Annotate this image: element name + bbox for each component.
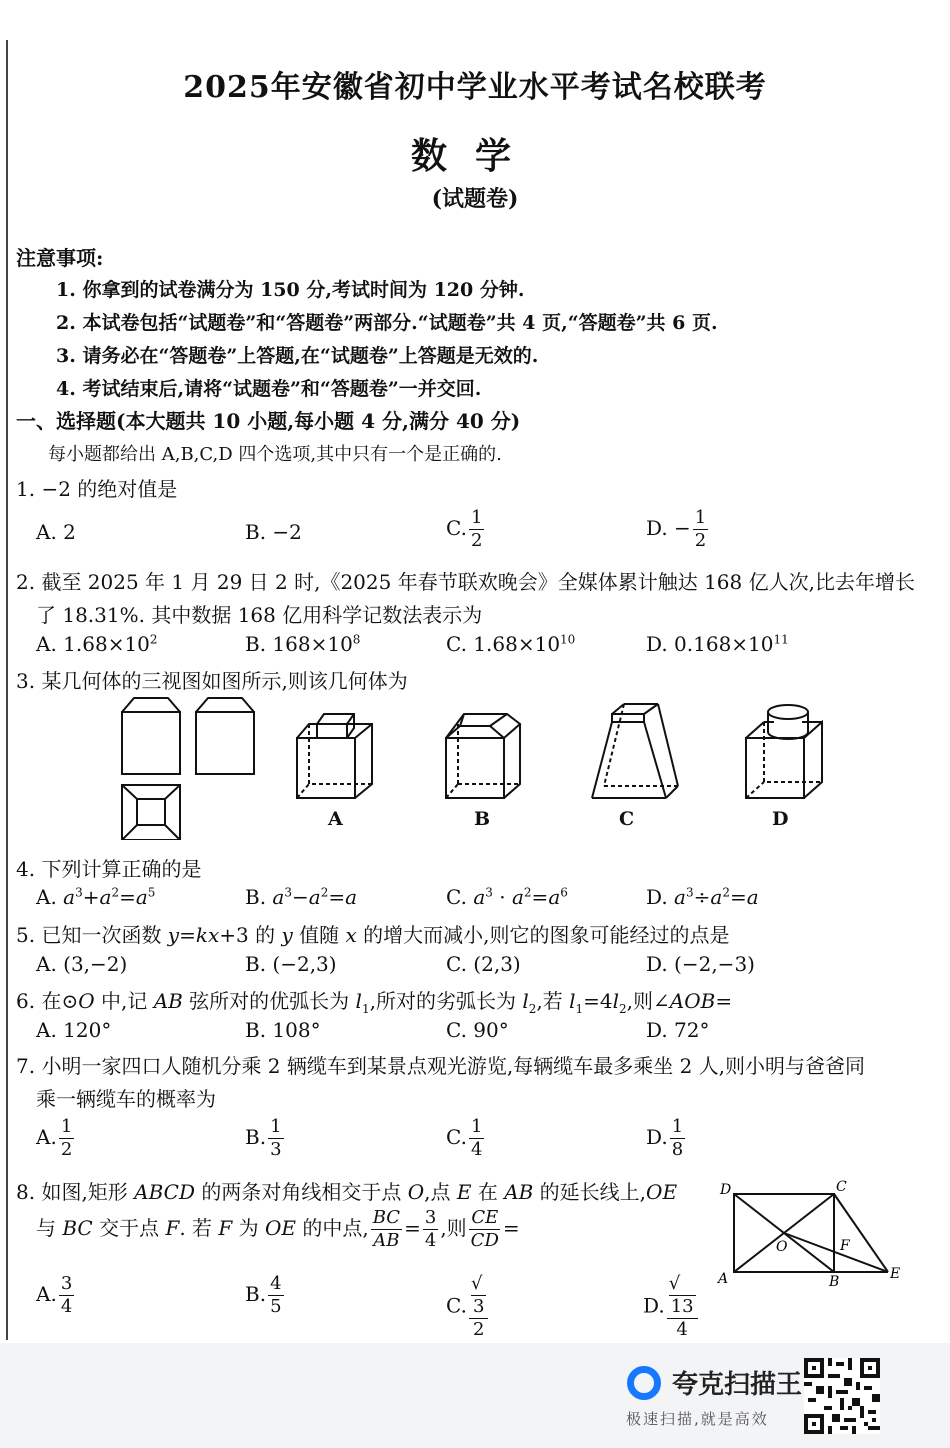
option-label: D. (643, 1293, 665, 1318)
variable: a (308, 885, 321, 909)
note-item: 3. 请务必在“答题卷”上答题,在“试题卷”上答题是无效的. (56, 345, 539, 367)
fraction (268, 1116, 283, 1161)
exponent: 2 (523, 885, 532, 900)
operator: + (82, 885, 100, 909)
exponent: 11 (773, 632, 789, 647)
option-label: D. − (646, 516, 691, 540)
q2-option-d (646, 632, 789, 656)
label-e: E (890, 1266, 901, 1282)
variable: F (165, 1216, 180, 1240)
solid-label-d: D (772, 808, 789, 830)
radicand: 3 (472, 1296, 485, 1317)
q2-stem-line2: 了 18.31%. 其中数据 168 亿用科学记数法表示为 (36, 603, 483, 627)
q7-option-a (36, 1116, 76, 1161)
variable: O (407, 1180, 425, 1204)
denominator: 4 (60, 1296, 73, 1317)
text: ,所对的劣弧长为 (369, 989, 523, 1013)
numerator: √ 13 (667, 1273, 698, 1319)
variable: AB (504, 1180, 534, 1204)
fraction (469, 1273, 488, 1341)
text: 弦所对的优弧长为 (182, 989, 356, 1013)
solid-label-b: B (474, 808, 491, 830)
option-label: B. (245, 885, 273, 909)
operator: = (531, 885, 549, 909)
numerator: 1 (270, 1116, 282, 1137)
q6-option-d: D. 72° (646, 1018, 710, 1042)
q3-figure (110, 690, 830, 840)
q4-option-d (646, 885, 759, 909)
exponent: 3 (75, 885, 83, 900)
text: 的两条对角线相交于点 (195, 1180, 408, 1204)
exponent: 3 (485, 885, 493, 900)
solid-label-a: A (328, 808, 343, 830)
numerator: 1 (60, 1116, 73, 1137)
operator: = (328, 885, 346, 909)
fraction (268, 1273, 283, 1318)
subscript: 1 (575, 1002, 584, 1016)
q6-option-c: C. 90° (446, 1018, 509, 1042)
left-border-line (6, 40, 8, 1340)
text: 为 (232, 1216, 266, 1240)
variable: a (63, 885, 76, 909)
q1-option-a: A. 2 (36, 520, 76, 544)
option-label: B. (245, 1282, 267, 1306)
variable: E (456, 1180, 472, 1204)
label-d: D (720, 1182, 732, 1198)
solid-b (446, 714, 520, 798)
q2-stem-line1: 2. 截至 2025 年 1 月 29 日 2 时,《2025 年春节联欢晚会》全媒体累计触达 168 亿人次,比去年增长 (16, 570, 915, 594)
q5-option-b: B. (−2,3) (245, 952, 337, 976)
variable: l (522, 989, 529, 1013)
numerator: 3 (424, 1207, 437, 1228)
qr-code-icon[interactable] (804, 1358, 880, 1434)
q4-option-b (245, 885, 357, 909)
exponent: 10 (560, 632, 576, 647)
denominator: 2 (60, 1139, 73, 1160)
numerator: 1 (694, 507, 707, 528)
variable: a (746, 885, 759, 909)
text: = (502, 1216, 520, 1240)
text: 中,记 (94, 989, 154, 1013)
q7-option-c (446, 1116, 486, 1161)
q6-stem (16, 985, 732, 1014)
q6-option-b: B. 108° (245, 1018, 321, 1042)
scanner-brand: 夸克扫描王 (672, 1370, 803, 1400)
operator: ÷ (693, 885, 711, 909)
operator: · (492, 885, 512, 909)
q2-option-b (245, 632, 360, 656)
solid-a (297, 714, 372, 798)
top-view-inner (137, 799, 165, 825)
option-label: A. (36, 1282, 57, 1306)
q5-stem (16, 919, 730, 948)
text: 在 (471, 1180, 505, 1204)
q4-option-c (446, 885, 568, 909)
option-label: C. (446, 1125, 467, 1149)
variable: kx (195, 923, 220, 947)
numerator: 1 (470, 1116, 483, 1137)
text: = (715, 989, 733, 1013)
text: 的增大而减小,则它的图象可能经过的点是 (356, 923, 730, 947)
section-title: 一、选择题(本大题共 10 小题,每小题 4 分,满分 40 分) (16, 409, 521, 433)
text: =4 (583, 989, 613, 1013)
label-b: B (829, 1274, 840, 1290)
option-text: B. 168×10 (245, 632, 353, 656)
notes-heading: 注意事项: (16, 246, 104, 270)
fraction (670, 1116, 685, 1161)
label-f: F (840, 1238, 850, 1254)
numerator: BC (372, 1207, 401, 1228)
front-view (122, 712, 180, 774)
section-instruction: 每小题都给出 A,B,C,D 四个选项,其中只有一个是正确的. (48, 444, 502, 465)
variable: l (612, 989, 620, 1013)
variable: OE (265, 1216, 297, 1240)
variable: F (218, 1216, 233, 1240)
text: = (404, 1216, 421, 1240)
text: = (179, 923, 196, 947)
variable: a (99, 885, 112, 909)
option-text: A. 1.68×10 (36, 632, 150, 656)
fraction (59, 1273, 74, 1318)
option-text: C. 1.68×10 (446, 632, 561, 656)
label-a: A (718, 1271, 729, 1287)
text: ,若 (536, 989, 570, 1013)
denominator: 2 (472, 1319, 485, 1340)
q2-option-c (446, 632, 575, 656)
q8-stem-line2 (36, 1207, 520, 1252)
fraction (667, 1273, 698, 1341)
fraction (469, 507, 484, 552)
exponent: 2 (320, 885, 329, 900)
rectangle-abcd (734, 1194, 888, 1272)
variable: BC (62, 1216, 93, 1240)
q7-stem-line2: 乘一辆缆车的概率为 (36, 1087, 216, 1111)
q3-stem: 3. 某几何体的三视图如图所示,则该几何体为 (16, 669, 408, 693)
option-label: D. (646, 1125, 668, 1149)
q7-option-d (646, 1116, 687, 1161)
label-c: C (836, 1179, 847, 1195)
exponent: 2 (722, 885, 730, 900)
fraction (693, 507, 708, 552)
text: ,则 (440, 1216, 467, 1240)
operator: = (119, 885, 136, 909)
scanner-logo-icon (627, 1366, 661, 1400)
option-label: D. (646, 885, 675, 909)
option-label: A. (36, 1125, 57, 1149)
numerator: CE (471, 1207, 499, 1228)
variable: a (548, 885, 561, 909)
variable: a (135, 885, 148, 909)
text: 值随 (292, 923, 346, 947)
subscript: 2 (528, 1002, 537, 1016)
label-o: O (776, 1239, 788, 1255)
q1-option-d (646, 507, 710, 552)
option-label: A. (36, 885, 64, 909)
fraction (423, 1207, 438, 1252)
q5-option-c: C. (2,3) (446, 952, 521, 976)
three-views (122, 698, 254, 840)
scanner-slogan: 极速扫描,就是高效 (626, 1410, 769, 1428)
denominator: 4 (470, 1139, 483, 1160)
q1-stem: 1. −2 的绝对值是 (16, 477, 178, 501)
subject-title: 数学 (410, 135, 539, 177)
q8-option-a (36, 1273, 76, 1318)
note-item: 2. 本试卷包括“试题卷”和“答题卷”两部分.“试题卷”共 4 页,“答题卷”共 6 页. (56, 312, 718, 334)
exponent: 8 (352, 632, 361, 647)
q7-option-b (245, 1116, 286, 1161)
option-label: C. (446, 516, 467, 540)
denominator: CD (470, 1230, 499, 1251)
numerator: 1 (671, 1116, 684, 1137)
variable: a (710, 885, 723, 909)
denominator: 2 (694, 530, 707, 551)
variable: AB (153, 989, 183, 1013)
fraction (469, 1116, 484, 1161)
exponent: 3 (284, 885, 292, 900)
front-view-top (122, 698, 180, 712)
text: ,则∠ (626, 989, 670, 1013)
q5-option-d: D. (−2,−3) (646, 952, 755, 976)
variable: O (78, 989, 95, 1013)
text: +3 的 (219, 923, 282, 947)
numerator: √ 3 (469, 1273, 488, 1319)
fraction (469, 1207, 501, 1252)
solid-label-c: C (619, 808, 635, 830)
option-text: D. 0.168×10 (646, 632, 774, 656)
q8-option-d (643, 1273, 700, 1341)
q4-option-a (36, 885, 155, 909)
option-label: C. (446, 885, 474, 909)
q7-stem-line1: 7. 小明一家四口人随机分乘 2 辆缆车到某景点观光游览,每辆缆车最多乘坐 2 人,则小明与爸爸同 (16, 1054, 866, 1078)
q8-option-c (446, 1273, 490, 1341)
denominator: AB (373, 1230, 400, 1251)
paper-label: (试题卷) (431, 186, 519, 212)
option-label: C. (446, 1293, 467, 1318)
variable: ABCD (134, 1180, 196, 1204)
text: 的中点, (296, 1216, 369, 1240)
q2-option-a (36, 632, 158, 656)
variable: l (355, 989, 362, 1013)
text: 与 (36, 1216, 63, 1240)
variable: a (511, 885, 524, 909)
denominator: 4 (676, 1319, 688, 1340)
numerator: 3 (60, 1273, 73, 1294)
operator: = (729, 885, 747, 909)
text: 5. 已知一次函数 (16, 923, 168, 947)
text: 交于点 (92, 1216, 166, 1240)
q6-option-a: A. 120° (36, 1018, 112, 1042)
fraction (371, 1207, 402, 1252)
exponent: 2 (149, 632, 158, 647)
variable: a (674, 885, 686, 909)
operator: − (292, 885, 309, 909)
q8-figure (712, 1178, 908, 1290)
side-view-top (196, 698, 254, 712)
exponent: 3 (685, 885, 694, 900)
text: ,点 (424, 1180, 457, 1204)
exam-title: 2025年安徽省初中学业水平考试名校联考 (183, 70, 767, 105)
text: 6. 在⊙ (16, 989, 79, 1013)
q8-option-b (245, 1273, 286, 1318)
text: 的延长线上, (533, 1180, 647, 1204)
q5-option-a: A. (3,−2) (36, 952, 128, 976)
variable: a (473, 885, 486, 909)
variable: y (167, 923, 180, 947)
exponent: 5 (147, 885, 156, 900)
exponent: 2 (111, 885, 120, 900)
denominator: 4 (424, 1230, 437, 1251)
text: . 若 (179, 1216, 219, 1240)
exponent: 6 (560, 885, 568, 900)
numerator: 1 (470, 507, 483, 528)
note-item: 1. 你拿到的试卷满分为 150 分,考试时间为 120 分钟. (56, 279, 525, 301)
denominator: 2 (470, 530, 483, 551)
q1-option-c (446, 507, 486, 552)
q4-stem: 4. 下列计算正确的是 (16, 857, 202, 881)
solid-c (592, 704, 678, 798)
variable: a (345, 885, 358, 909)
variable: AOB (669, 989, 716, 1013)
variable: y (281, 923, 293, 947)
subscript: 2 (619, 1002, 627, 1016)
q8-stem-line1 (16, 1176, 677, 1205)
variable: l (569, 989, 576, 1013)
denominator: 8 (671, 1139, 684, 1160)
variable: x (345, 923, 357, 947)
text: 8. 如图,矩形 (16, 1180, 135, 1204)
solid-d (746, 705, 822, 798)
variable: OE (646, 1180, 678, 1204)
q1-option-b: B. −2 (245, 520, 302, 544)
fraction (59, 1116, 74, 1161)
denominator: 3 (270, 1139, 282, 1160)
radicand: 13 (670, 1296, 694, 1317)
variable: a (272, 885, 285, 909)
denominator: 5 (270, 1296, 282, 1317)
numerator: 4 (270, 1273, 282, 1294)
note-item: 4. 考试结束后,请将“试题卷”和“答题卷”一并交回. (56, 378, 482, 400)
side-view (196, 712, 254, 774)
option-label: B. (245, 1125, 267, 1149)
subscript: 1 (361, 1002, 370, 1016)
